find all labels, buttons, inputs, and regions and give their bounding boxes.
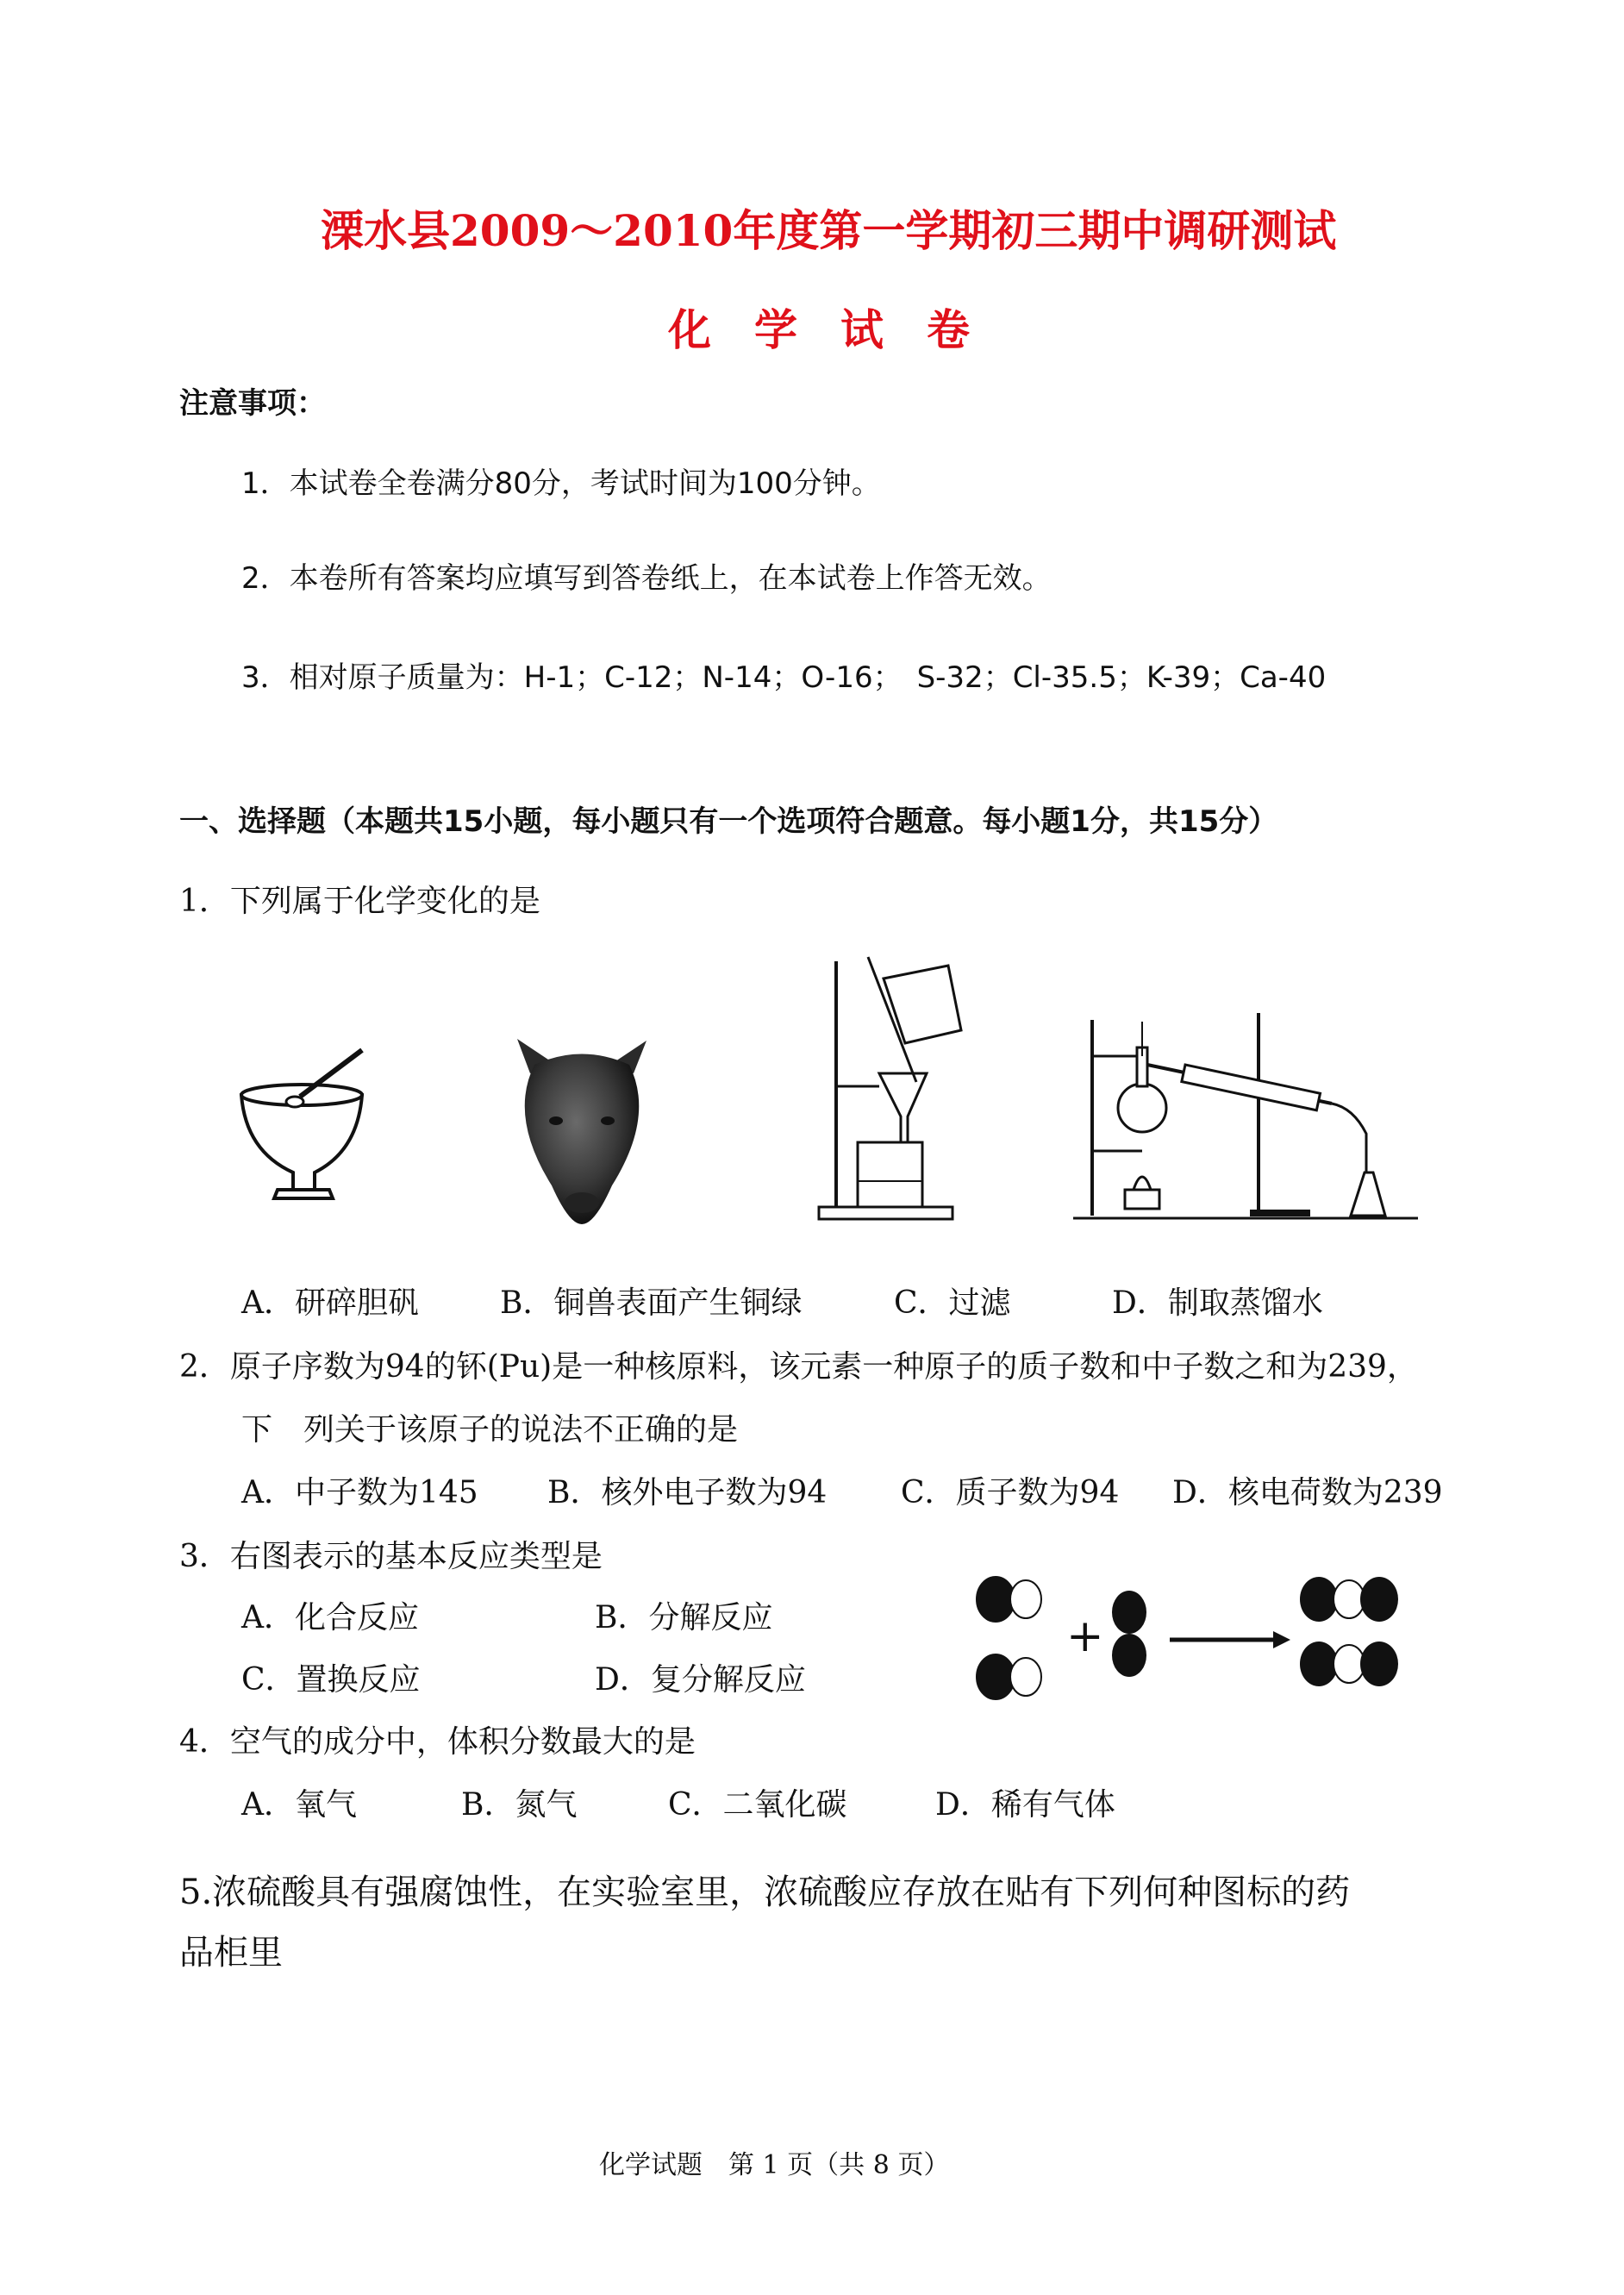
question-3-option-c: C．置换反应 (241, 1662, 421, 1698)
question-2-option-c: C．质子数为94 (901, 1475, 1120, 1510)
question-1-option-b: B．铜兽表面产生铜绿 (500, 1285, 803, 1321)
question-2-option-d: D．核电荷数为239 (1172, 1475, 1443, 1510)
question-5-stem: 5.浓硫酸具有强腐蚀性，在实验室里，浓硫酸应存放在贴有下列何种图标的药 (179, 1873, 1351, 1912)
question-3-option-a: A．化合反应 (241, 1600, 419, 1635)
reaction-diagram (970, 1569, 1418, 1707)
distillation-figure (1073, 1004, 1427, 1224)
question-4-option-a: A．氧气 (241, 1787, 357, 1823)
question-4-option-d: D．稀有气体 (935, 1787, 1115, 1823)
question-2-option-a: A．中子数为145 (241, 1475, 478, 1510)
exam-title: 溧水县2009～2010年度第一学期初三期中调研测试 (321, 205, 1337, 256)
question-4-option-c: C．二氧化碳 (668, 1787, 847, 1823)
filtration-figure (815, 948, 1004, 1224)
notice-item-2: 2．本卷所有答案均应填写到答卷纸上，在本试卷上作答无效。 (241, 561, 1052, 596)
mortar-pestle-figure (233, 1035, 371, 1207)
plus-sign: + (1066, 1610, 1104, 1662)
question-3-stem: 3．右图表示的基本反应类型是 (179, 1539, 603, 1574)
bronze-head-figure (509, 1039, 655, 1229)
notice-item-1: 1．本试卷全卷满分80分，考试时间为100分钟。 (241, 466, 881, 501)
question-1-option-c: C．过滤 (894, 1285, 1011, 1321)
question-3-option-b: B．分解反应 (595, 1600, 773, 1635)
question-2-option-b: B．核外电子数为94 (547, 1475, 828, 1510)
question-4-stem: 4．空气的成分中，体积分数最大的是 (179, 1724, 696, 1760)
section-heading: 一、选择题（本题共15小题，每小题只有一个选项符合题意。每小题1分，共15分） (179, 804, 1278, 839)
question-1-stem: 1．下列属于化学变化的是 (179, 884, 540, 919)
page-footer: 化学试题 第 1 页（共 8 页） (599, 2150, 950, 2180)
question-3-option-d: D．复分解反应 (595, 1662, 806, 1698)
notice-item-3: 3．相对原子质量为：H-1；C-12；N-14；O-16； S-32；Cl-35.5；K-39；Ca-40 (241, 660, 1327, 695)
question-1-option-a: A．研碎胆矾 (241, 1285, 419, 1321)
question-2-stem: 2．原子序数为94的钚(Pu)是一种核原料，该元素一种原子的质子数和中子数之和为239， (179, 1349, 1418, 1385)
question-4-option-b: B．氮气 (461, 1787, 578, 1823)
question-5-stem-cont: 品柜里 (179, 1933, 283, 1973)
exam-subtitle: 化 学 试 卷 (668, 304, 970, 355)
question-1-option-d: D．制取蒸馏水 (1112, 1285, 1323, 1321)
question-2-stem-cont: 下 列关于该原子的说法不正确的是 (241, 1412, 739, 1448)
notice-heading: 注意事项： (179, 386, 326, 421)
